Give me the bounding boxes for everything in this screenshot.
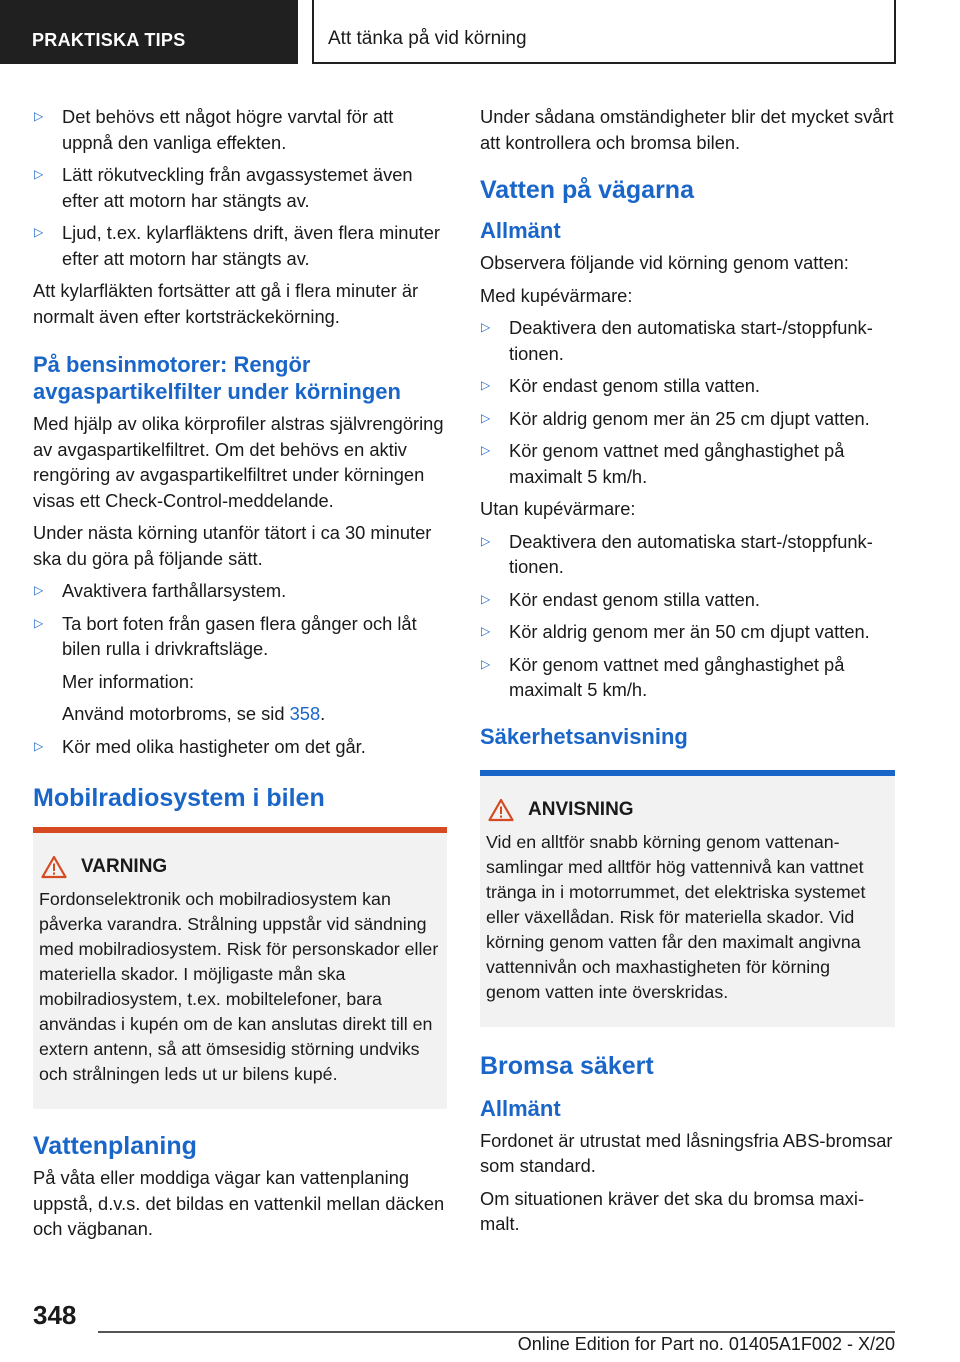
list-item: ▷ Kör aldrig genom mer än 25 cm djupt vatten. <box>480 406 895 432</box>
triangle-bullet-icon: ▷ <box>34 167 44 181</box>
list-item: ▷ Kör genom vattnet med gånghastighet på maximalt 5 km/h. <box>481 440 845 487</box>
paragraph-filter-2: Under nästa körning utanför tätort i ca 30 minuter ska du göra på följande sätt. <box>33 522 432 569</box>
page-number: 348 <box>33 1300 77 1330</box>
warning-title: VARNING <box>39 855 439 879</box>
list-item: ▷ Kör endast genom stilla vatten. <box>480 373 895 399</box>
heading-filter: På bensinmotorer: Rengör avgaspartikelfilter under körningen <box>33 352 401 404</box>
label-without-heater: Utan kupévärmare: <box>480 498 636 519</box>
engine-brake-reference: Använd motorbroms, se sid 358. <box>62 703 326 724</box>
triangle-bullet-icon: ▷ <box>481 591 491 606</box>
paragraph-abs: Fordonet är utrustat med låsningsfria ABS-bromsar som standard. <box>480 1129 893 1176</box>
left-column <box>33 104 447 1249</box>
list-item: ▷ Kör aldrig genom mer än 50 cm djupt vatten. <box>480 619 895 645</box>
notice-triangle-icon <box>488 798 514 822</box>
heading-brake: Bromsa säkert <box>480 1051 654 1080</box>
triangle-bullet-icon: ▷ <box>34 738 44 753</box>
more-info-label: Mer information: <box>62 670 195 692</box>
triangle-bullet-icon: ▷ <box>481 378 491 392</box>
paragraph-control: Under sådana omständigheter blir det mycket svårt att kontrollera och bromsa bilen. <box>480 106 894 153</box>
list-item: ▷ Ta bort foten från gasen flera gånger och låt bilen rulla i drivkraftsläge. <box>34 612 417 659</box>
triangle-bullet-icon: ▷ <box>481 624 491 638</box>
paragraph-aquaplaning: På våta eller moddiga vägar kan vattenplaning uppstå, d.v.s. det bildas en vattenkil mellan däcken och vägbanan. <box>33 1167 445 1239</box>
subsection-title: Att tänka på vid körning <box>312 0 896 64</box>
footer-divider <box>98 1331 895 1333</box>
paragraph-fan: Att kylarfläkten fortsätter att gå i flera minuter är normalt även efter kortsträckekörning. <box>33 280 419 327</box>
heading-water: Vatten på vägarna <box>480 176 694 204</box>
warning-triangle-icon <box>41 855 67 879</box>
list-item: ▷ Lätt rökutveckling från avgassystemet även efter att motorn har stängts av. <box>34 164 413 211</box>
heading-aquaplaning: Vattenplaning <box>33 1132 197 1160</box>
triangle-bullet-icon: ▷ <box>481 656 491 671</box>
warning-text: Fordonselektronik och mobilradiosystem kan påverka varandra. Strålning uppstår vid sändning med mobilradiosystem. Risk för personskador eller materiella skador. I möjligaste mån ska mobilradiosystem, t.ex. mobiltelefoner, bara användas i kupén om de kan anslutas direkt till en extern antenn, så att ömsesidig störning undviks och strålningen leds ut ur bilens kupé. <box>39 889 439 1084</box>
notice-title: ANVISNING <box>486 798 887 822</box>
triangle-bullet-icon: ▷ <box>481 320 491 334</box>
warning-box <box>33 827 447 1109</box>
section-tab: PRAKTISKA TIPS <box>0 0 298 64</box>
triangle-bullet-icon: ▷ <box>34 109 44 123</box>
list-item: ▷ Deaktivera den automatiska start-/stoppfunktionen. <box>481 530 873 577</box>
paragraph-observe: Observera följande vid körning genom vatten: <box>480 252 849 273</box>
list-item: ▷ Kör med olika hastigheter om det går. <box>33 734 447 760</box>
triangle-bullet-icon: ▷ <box>481 533 491 548</box>
triangle-bullet-icon: ▷ <box>34 225 44 239</box>
paragraph-max-brake: Om situationen kräver det ska du bromsa maximalt. <box>480 1187 865 1234</box>
label-with-heater: Med kupévärmare: <box>480 284 633 306</box>
subheading-general: Allmänt <box>480 218 561 243</box>
subheading-safety: Säkerhetsanvisning <box>480 723 688 749</box>
list-item: ▷ Kör genom vattnet med gånghastighet på maximalt 5 km/h. <box>481 653 845 700</box>
subheading-general-2: Allmänt <box>480 1095 561 1121</box>
notice-text: Vid en alltför snabb körning genom vattenansamlingar med alltför hög vattennivå kan vattnet tränga in i motorrummet, det elektriska systemet eller växellådan. Risk för materiella skador. Vid körning genom vatten får den maximalt angivna vattennivån och maxhastigheten för körning genom vatten inte överskridas. <box>486 831 866 1002</box>
triangle-bullet-icon: ▷ <box>481 410 491 425</box>
right-column <box>480 104 895 1244</box>
triangle-bullet-icon: ▷ <box>481 443 491 457</box>
notice-box <box>480 770 895 1027</box>
list-item: ▷ Avaktivera farthållarsystem. <box>33 578 447 604</box>
list-item: ▷ Ljud, t.ex. kylarfläktens drift, även flera minuter efter att motorn har stängts av. <box>34 222 440 269</box>
page-link-358[interactable]: 358 <box>289 703 321 724</box>
triangle-bullet-icon: ▷ <box>34 583 44 597</box>
edition-text: Online Edition for Part no. 01405A1F002 - X/20 <box>517 1334 895 1354</box>
list-item: ▷ Kör endast genom stilla vatten. <box>480 587 895 613</box>
paragraph-filter-1: Med hjälp av olika körprofiler alstras självrengöring av avgaspartikelfiltret. Om det behövs en aktiv rengöring av avgaspartikelfiltret under körningen visas ett Check-Control-meddelande. <box>33 413 444 511</box>
list-item: ▷ Det behövs ett något högre varvtal för att uppnå den vanliga effekten. <box>34 106 394 153</box>
triangle-bullet-icon: ▷ <box>34 615 44 630</box>
heading-mobile-radio: Mobilradiosystem i bilen <box>33 784 325 812</box>
list-item: ▷ Deaktivera den automatiska start-/stoppfunktionen. <box>481 317 873 364</box>
